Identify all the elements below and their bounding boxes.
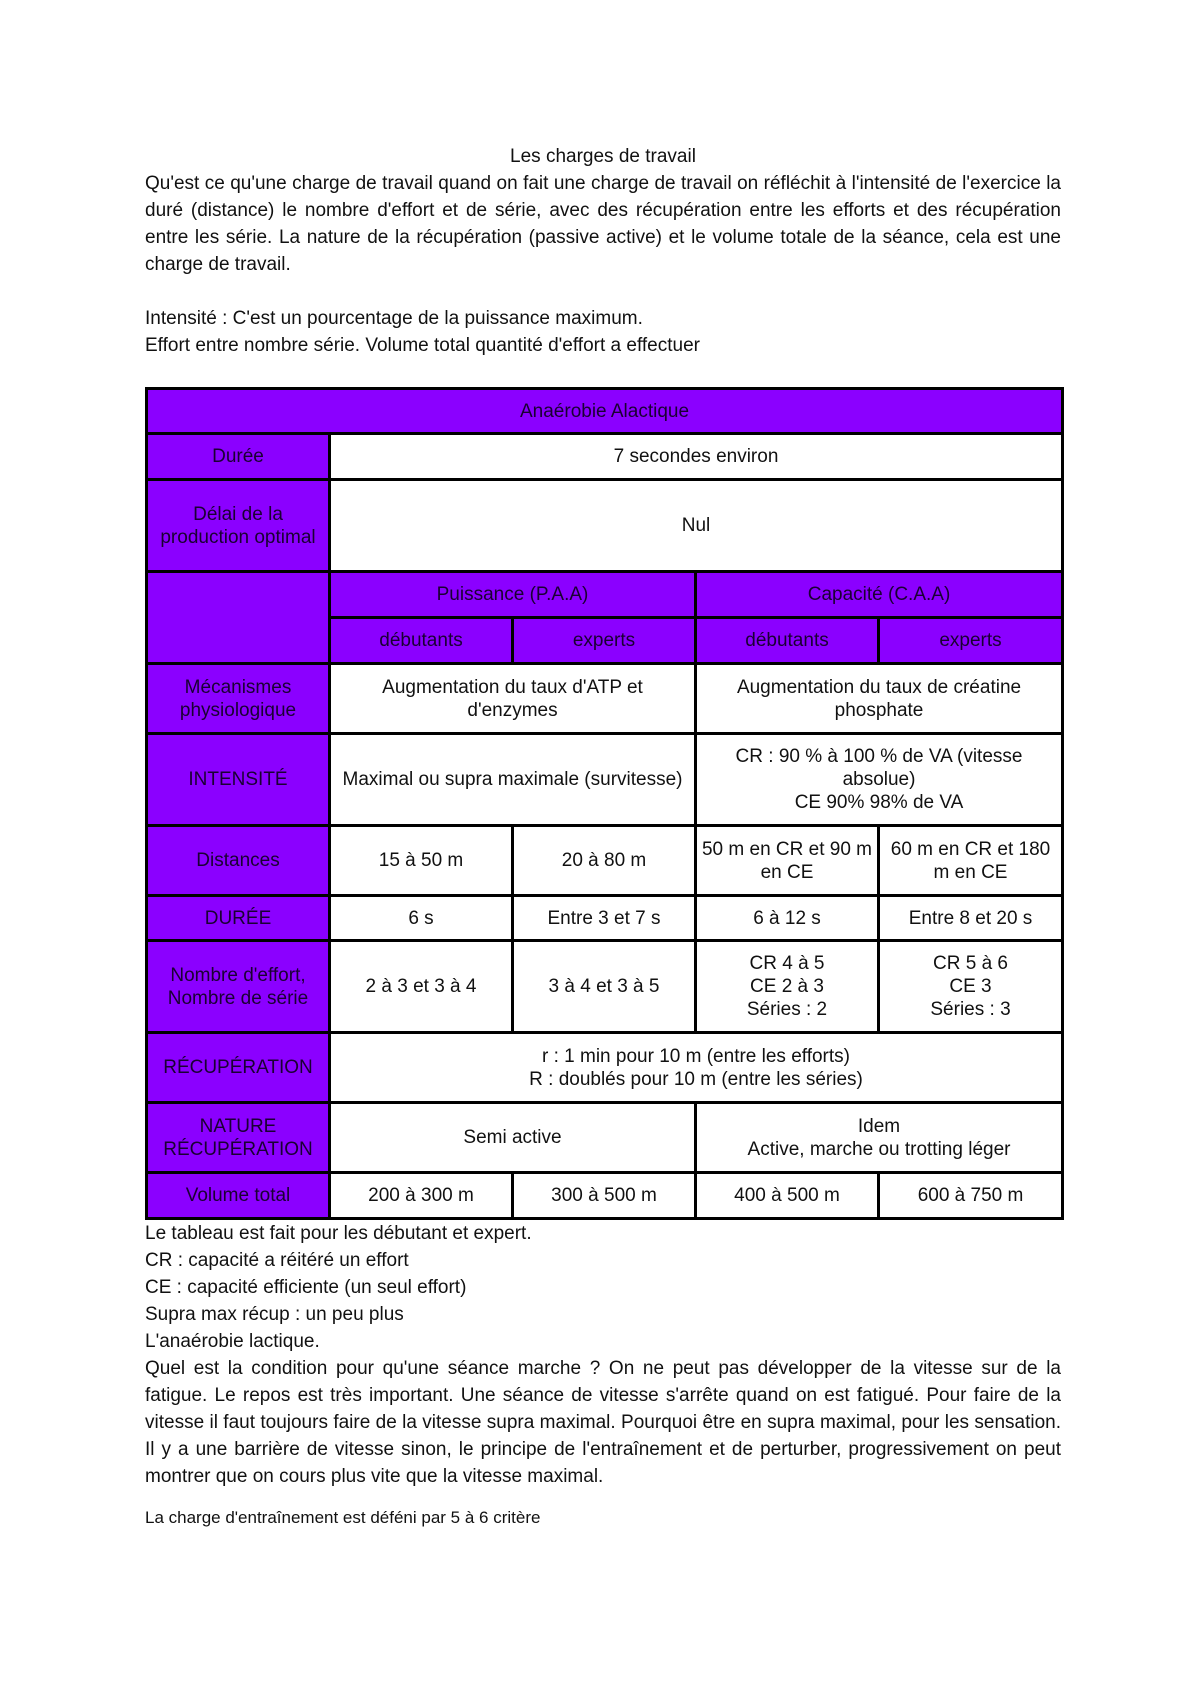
cell-nature-capacite bbox=[696, 1103, 1063, 1173]
table-row bbox=[147, 664, 1063, 734]
cell-volume: 200 à 300 m bbox=[330, 1173, 513, 1219]
table-row bbox=[147, 734, 1063, 826]
nombre-line: CR 4 à 5 bbox=[749, 953, 825, 974]
cell-distance: 15 à 50 m bbox=[330, 826, 513, 896]
note-line: CR : capacité a réitéré un effort bbox=[145, 1250, 409, 1271]
cell-recup bbox=[330, 1033, 1063, 1103]
row-label-volume: Volume total bbox=[147, 1173, 330, 1219]
cell-duree2: 6 à 12 s bbox=[696, 896, 879, 941]
row-label-nature: NATURE RÉCUPÉRATION bbox=[147, 1103, 330, 1173]
cell-mecanismes-capacite: Augmentation du taux de créatine phosphate bbox=[696, 664, 1063, 734]
note-line: Supra max récup : un peu plus bbox=[145, 1304, 404, 1325]
cell-distance: 20 à 80 m bbox=[513, 826, 696, 896]
cell-nature-puissance: Semi active bbox=[330, 1103, 696, 1173]
intro-paragraph: Qu'est ce qu'une charge de travail quand on fait une charge de travail on réfléchit à l'intensité de l'exercice la duré (distance) le nombre d'effort et de série, avec des récupération entre les efforts et des récupération entre les série. La nature de la récupération (passive active) et le volume totale de la séance, cela est une charge de travail. bbox=[145, 173, 1061, 275]
sub-header: experts bbox=[513, 618, 696, 664]
cell-duree2: Entre 8 et 20 s bbox=[879, 896, 1063, 941]
cell-intensite-puissance: Maximal ou supra maximale (survitesse) bbox=[330, 734, 696, 826]
row-label-intensite: INTENSITÉ bbox=[147, 734, 330, 826]
intensite-definition: Intensité : C'est un pourcentage de la puissance maximum. bbox=[145, 308, 643, 329]
nombre-line: Séries : 2 bbox=[746, 999, 828, 1020]
anaerobie-table bbox=[145, 387, 1064, 1220]
table-row bbox=[147, 480, 1063, 572]
table-row bbox=[147, 389, 1063, 434]
table-row bbox=[147, 1033, 1063, 1103]
cell-duree2: Entre 3 et 7 s bbox=[513, 896, 696, 941]
cell-nombre bbox=[696, 941, 879, 1033]
intensite-capacite-line: CE 90% 98% de VA bbox=[794, 792, 964, 813]
nombre-line: Séries : 3 bbox=[930, 999, 1011, 1020]
cell-intensite-capacite bbox=[696, 734, 1063, 826]
sub-header: débutants bbox=[696, 618, 879, 664]
row-label-distances: Distances bbox=[147, 826, 330, 896]
row-label-delai: Délai de la production optimal bbox=[147, 480, 330, 572]
group-puissance: Puissance (P.A.A) bbox=[330, 572, 696, 618]
document-body bbox=[145, 143, 1061, 1531]
page-title: Les charges de travail bbox=[510, 146, 696, 167]
cell-nombre bbox=[879, 941, 1063, 1033]
row-label-duree2: DURÉE bbox=[147, 896, 330, 941]
nature-line: Active, marche ou trotting léger bbox=[747, 1138, 1011, 1160]
table-header: Anaérobie Alactique bbox=[147, 389, 1063, 434]
sub-header: experts bbox=[879, 618, 1063, 664]
cell-nombre: 3 à 4 et 3 à 5 bbox=[513, 941, 696, 1033]
row-label-mecanismes: Mécanismes physiologique bbox=[147, 664, 330, 734]
empty-label-cell bbox=[147, 572, 330, 664]
cell-distance: 60 m en CR et 180 m en CE bbox=[879, 826, 1063, 896]
sub-header: débutants bbox=[330, 618, 513, 664]
table-row bbox=[147, 572, 1063, 618]
nombre-line: CE 2 à 3 bbox=[750, 976, 824, 997]
cell-mecanismes-puissance: Augmentation du taux d'ATP et d'enzymes bbox=[330, 664, 696, 734]
row-label-recup: RÉCUPÉRATION bbox=[147, 1033, 330, 1103]
table-row bbox=[147, 1103, 1063, 1173]
cell-volume: 400 à 500 m bbox=[696, 1173, 879, 1219]
table-row bbox=[147, 826, 1063, 896]
table-row bbox=[147, 896, 1063, 941]
recup-line: r : 1 min pour 10 m (entre les efforts) bbox=[542, 1045, 850, 1067]
table-row bbox=[147, 1173, 1063, 1219]
table-row bbox=[147, 434, 1063, 480]
cell-volume: 600 à 750 m bbox=[879, 1173, 1063, 1219]
cell-volume: 300 à 500 m bbox=[513, 1173, 696, 1219]
group-capacite: Capacité (C.A.A) bbox=[696, 572, 1063, 618]
row-label-nombre: Nombre d'effort, Nombre de série bbox=[147, 941, 330, 1033]
note-line: L'anaérobie lactique. bbox=[145, 1331, 320, 1352]
notes-paragraph: Quel est la condition pour qu'une séance marche ? On ne peut pas développer de la vitesse sur de la fatigue. Le repos est très important. Une séance de vitesse s'arrête quand on est fatigué. Pour faire de la vitesse il faut toujours faire de la vitesse supra maximal. Pourquoi être en supra maximal, pour les sensation. Il y a une barrière de vitesse sinon, le principe de l'entraînement et de perturber, progressivement on peut montrer que on cours plus vite que la vitesse maximal. bbox=[145, 1358, 1061, 1487]
effort-definition: Effort entre nombre série. Volume total quantité d'effort a effectuer bbox=[145, 335, 700, 356]
cell-duree2: 6 s bbox=[330, 896, 513, 941]
recup-line: R : doublés pour 10 m (entre les séries) bbox=[529, 1068, 863, 1090]
final-line: La charge d'entraînement est déféni par 5 à 6 critère bbox=[145, 1508, 541, 1527]
cell-delai-value: Nul bbox=[330, 480, 1063, 572]
row-label-duree: Durée bbox=[147, 434, 330, 480]
intensite-capacite-line: CR : 90 % à 100 % de VA (vitesse absolue) bbox=[735, 746, 1023, 790]
cell-nombre: 2 à 3 et 3 à 4 bbox=[330, 941, 513, 1033]
nature-line: Idem bbox=[857, 1115, 901, 1137]
cell-duree-value: 7 secondes environ bbox=[330, 434, 1063, 480]
nombre-line: CR 5 à 6 bbox=[933, 953, 1008, 974]
table-row bbox=[147, 941, 1063, 1033]
note-line: CE : capacité efficiente (un seul effort) bbox=[145, 1277, 467, 1298]
note-line: Le tableau est fait pour les débutant et expert. bbox=[145, 1223, 532, 1244]
cell-distance: 50 m en CR et 90 m en CE bbox=[696, 826, 879, 896]
nombre-line: CE 3 bbox=[949, 976, 992, 997]
